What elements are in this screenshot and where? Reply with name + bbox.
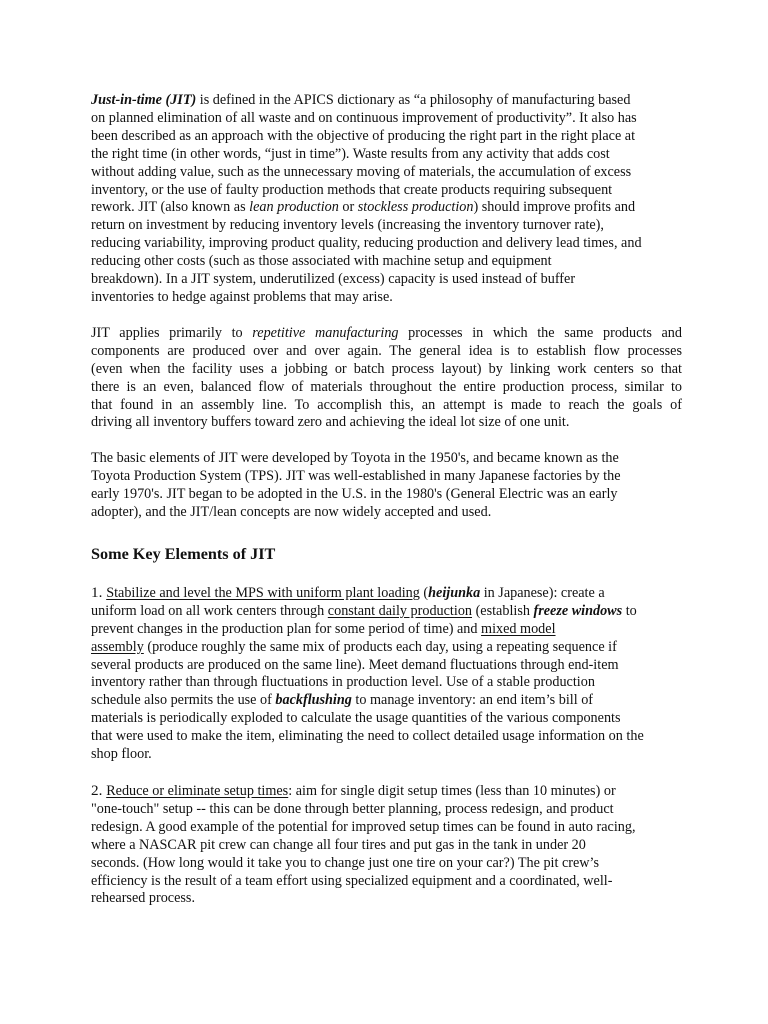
text-line: on planned elimination of all waste and on continuous improvement of productivity”. It also has	[91, 109, 637, 126]
text-line	[91, 621, 682, 639]
text-line: rehearsed process.	[91, 890, 195, 907]
text-span: is defined in the APICS dictionary as “a philosophy of manufacturing based	[196, 92, 631, 108]
item-number: 1.	[91, 583, 107, 601]
text-line	[91, 325, 682, 343]
term-heijunka: heijunka	[428, 584, 481, 601]
text-span: to manage inventory: an end item’s bill of	[351, 692, 594, 709]
text-line: where a NASCAR pit crew can change all four tires and put gas in the tank in under 20	[91, 836, 586, 853]
text-span: or	[338, 199, 358, 216]
paragraph-jit-history	[91, 450, 682, 522]
text-line: without adding value, such as the unnecessary moving of materials, the accumulation of excess	[91, 163, 632, 180]
text-line: components are produced over and over again. The general idea is to establish flow processes	[91, 342, 682, 359]
text-line: efficiency is the result of a team effort using specialized equipment and a coordinated, well-	[91, 872, 613, 889]
text-line: breakdown). In a JIT system, underutilized (excess) capacity is used instead of buffer	[91, 271, 576, 288]
text-line: The basic elements of JIT were developed by Toyota in the 1950's, and became known as the	[91, 450, 619, 467]
text-span: in Japanese): create a	[480, 584, 605, 601]
text-line: materials is periodically exploded to calculate the usage quantities of the various components	[91, 710, 621, 727]
text-line	[91, 584, 682, 603]
text-line: inventories to hedge against problems that may arise.	[91, 288, 393, 305]
text-line: "one-touch" setup -- this can be done through better planning, process redesign, and product	[91, 800, 614, 817]
text-line: inventory rather than through fluctuations in production level. Use of a stable production	[91, 674, 595, 691]
text-line: early 1970's. JIT began to be adopted in the U.S. in the 1980's (General Electric was an early	[91, 486, 618, 503]
text-span: uniform load on all work centers through	[91, 602, 328, 619]
text-span: schedule also permits the use of	[91, 692, 276, 709]
term-lean-production: lean production	[249, 199, 339, 216]
subheading-reduce-setup: Reduce or eliminate setup times	[106, 783, 289, 799]
paragraph-jit-applications	[91, 325, 682, 432]
term-repetitive-manufacturing: repetitive manufacturing	[252, 324, 399, 341]
term-mixed-model: mixed model	[481, 620, 556, 637]
text-line: reducing variability, improving product quality, reducing production and delivery lead times, and	[91, 235, 642, 252]
text-line: redesign. A good example of the potential for improved setup times can be found in auto racing,	[91, 818, 636, 835]
item-number: 2.	[91, 782, 107, 799]
text-span: processes in which the same products and	[398, 324, 682, 341]
text-line: been described as an approach with the objective of producing the right part in the right place at	[91, 127, 636, 144]
text-line	[91, 782, 682, 801]
text-span: (	[419, 584, 429, 601]
text-line	[91, 92, 682, 110]
text-line: that were used to make the item, eliminating the need to collect detailed usage information on the	[91, 728, 644, 745]
text-line: the right time (in other words, “just in time”). Waste results from any activity that adds cost	[91, 145, 610, 162]
text-span: ) should improve profits and	[473, 199, 636, 216]
list-item-stabilize-mps	[91, 584, 682, 764]
text-span: JIT applies primarily to	[91, 324, 253, 341]
text-line: (even when the facility uses a jobbing or batch process layout) by linking work centers so that	[91, 360, 682, 377]
text-line	[91, 639, 682, 657]
text-span: (produce roughly the same mix of products each day, using a repeating sequence if	[143, 638, 617, 655]
text-line: driving all inventory buffers toward zero and achieving the ideal lot size of one unit.	[91, 414, 570, 431]
term-assembly: assembly	[91, 638, 144, 655]
paragraph-jit-definition	[91, 92, 682, 307]
text-line: that found in an assembly line. To accomplish this, an attempt is made to reach the goals of	[91, 396, 682, 413]
section-heading: Some Key Elements of JIT	[91, 544, 276, 563]
text-line: there is an even, balanced flow of materials throughout the entire production process, similar to	[91, 378, 682, 395]
text-span: rework. JIT (also known as	[91, 199, 250, 216]
text-line: return on investment by reducing inventory levels (increasing the inventory turnover rate),	[91, 217, 604, 234]
text-line: Toyota Production System (TPS). JIT was well-established in many Japanese factories by the	[91, 468, 621, 485]
text-line: several products are produced on the same line). Meet demand fluctuations through end-item	[91, 656, 619, 673]
text-line	[91, 692, 682, 710]
text-line: adopter), and the JIT/lean concepts are now widely accepted and used.	[91, 504, 492, 521]
text-span: : aim for single digit setup times (less than 10 minutes) or	[288, 783, 616, 799]
text-line: inventory, or the use of faulty production methods that create products requiring subsequent	[91, 181, 613, 198]
text-span: (establish	[472, 602, 534, 619]
list-item-reduce-setup	[91, 782, 682, 908]
term-constant-daily-production: constant daily production	[327, 602, 473, 619]
subheading-stabilize: Stabilize and level the MPS with uniform plant loading	[106, 584, 420, 601]
text-line: reducing other costs (such as those associated with machine setup and equipment	[91, 253, 552, 270]
text-line	[91, 199, 682, 217]
term-stockless-production: stockless production	[357, 199, 474, 216]
text-line	[91, 603, 682, 621]
text-line: shop floor.	[91, 746, 152, 763]
term-backflushing: backflushing	[275, 692, 352, 709]
term-freeze-windows: freeze windows	[533, 602, 623, 619]
text-span: to	[622, 602, 637, 619]
term-jit: Just-in-time (JIT)	[91, 92, 197, 108]
text-line: seconds. (How long would it take you to change just one tire on your car?) The pit crew’s	[91, 854, 599, 871]
text-span: prevent changes in the production plan for some period of time) and	[91, 620, 482, 637]
